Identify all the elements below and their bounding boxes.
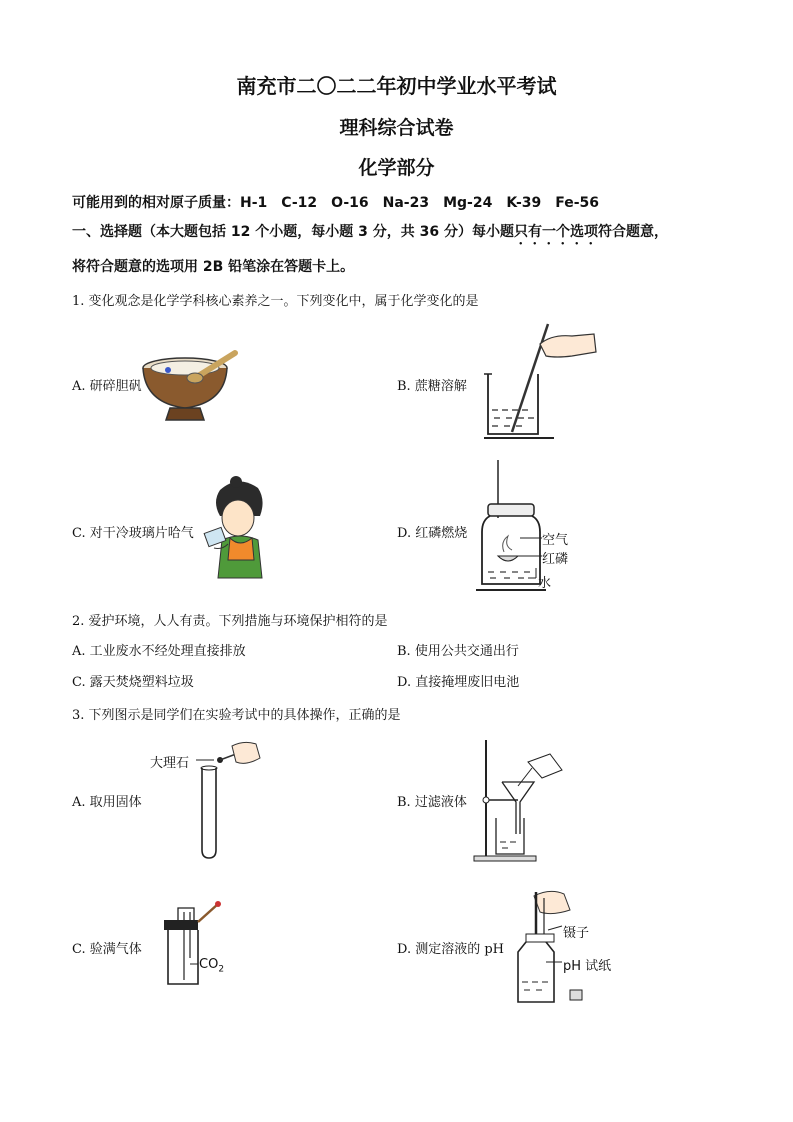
q2-option-d[interactable]: D. 直接掩埋废旧电池	[397, 675, 520, 690]
label-co2-subscript: 2	[218, 964, 225, 975]
q1-option-d[interactable]: D. 红磷燃烧	[397, 526, 468, 541]
label-marble: 大理石	[150, 756, 190, 771]
q2-option-a[interactable]: A. 工业废水不经处理直接排放	[72, 644, 246, 659]
section-instructions-line2: 将符合题意的选项用 2B 铅笔涂在答题卡上。	[72, 259, 355, 275]
test-tube-marble-image	[192, 738, 262, 863]
q2-option-c[interactable]: C. 露天焚烧塑料垃圾	[72, 675, 194, 690]
mortar-pestle-image	[140, 348, 240, 428]
q1-option-c[interactable]: C. 对干冷玻璃片哈气	[72, 526, 194, 541]
girl-breathing-image	[200, 478, 275, 583]
ph-test-image	[512, 886, 612, 1008]
page-title: 南充市二〇二二年初中学业水平考试	[236, 74, 557, 98]
q3-option-b[interactable]: B. 过滤液体	[397, 795, 467, 810]
label-tweezers: 镊子	[563, 926, 590, 941]
q3-option-a[interactable]: A. 取用固体	[72, 795, 142, 810]
label-ph-paper: pH 试纸	[563, 959, 612, 974]
instr-emphasis: 只有一个选项	[513, 224, 598, 240]
q1-option-a[interactable]: A. 研碎胆矾	[72, 379, 142, 394]
instr-suffix: 符合题意，	[597, 224, 668, 240]
atomic-masses: 可能用到的相对原子质量：H-1 C-12 O-16 Na-23 Mg-24 K-39 Fe-56	[72, 195, 600, 211]
q3-stem: 3. 下列图示是同学们在实验考试中的具体操作，正确的是	[72, 708, 401, 723]
section-instructions-line1	[72, 221, 668, 248]
beaker-stirring-image	[482, 322, 602, 442]
label-co2: $CO_2$	[199, 957, 225, 975]
q3-option-d[interactable]: D. 测定溶液的 pH	[397, 942, 505, 957]
label-water: 水	[538, 576, 552, 591]
filtration-setup-image	[472, 738, 572, 863]
q1-option-b[interactable]: B. 蔗糖溶解	[397, 379, 467, 394]
q3-option-c[interactable]: C. 验满气体	[72, 942, 142, 957]
paper-subtitle: 理科综合试卷	[339, 117, 454, 139]
phosphorus-jar-image	[480, 460, 590, 595]
section-title: 化学部分	[358, 157, 435, 179]
q1-stem: 1. 变化观念是化学学科核心素养之一。下列变化中，属于化学变化的是	[72, 294, 479, 309]
label-air: 空气	[542, 533, 569, 548]
q2-option-b[interactable]: B. 使用公共交通出行	[397, 644, 519, 659]
gas-bottle-match-image	[160, 898, 225, 993]
q2-stem: 2. 爱护环境，人人有责。下列措施与环境保护相符的是	[72, 614, 388, 629]
instr-prefix: 一、选择题（本大题包括 12 个小题，每小题 3 分，共 36 分）每小题	[72, 224, 514, 240]
label-red-phosphorus: 红磷	[542, 552, 569, 567]
